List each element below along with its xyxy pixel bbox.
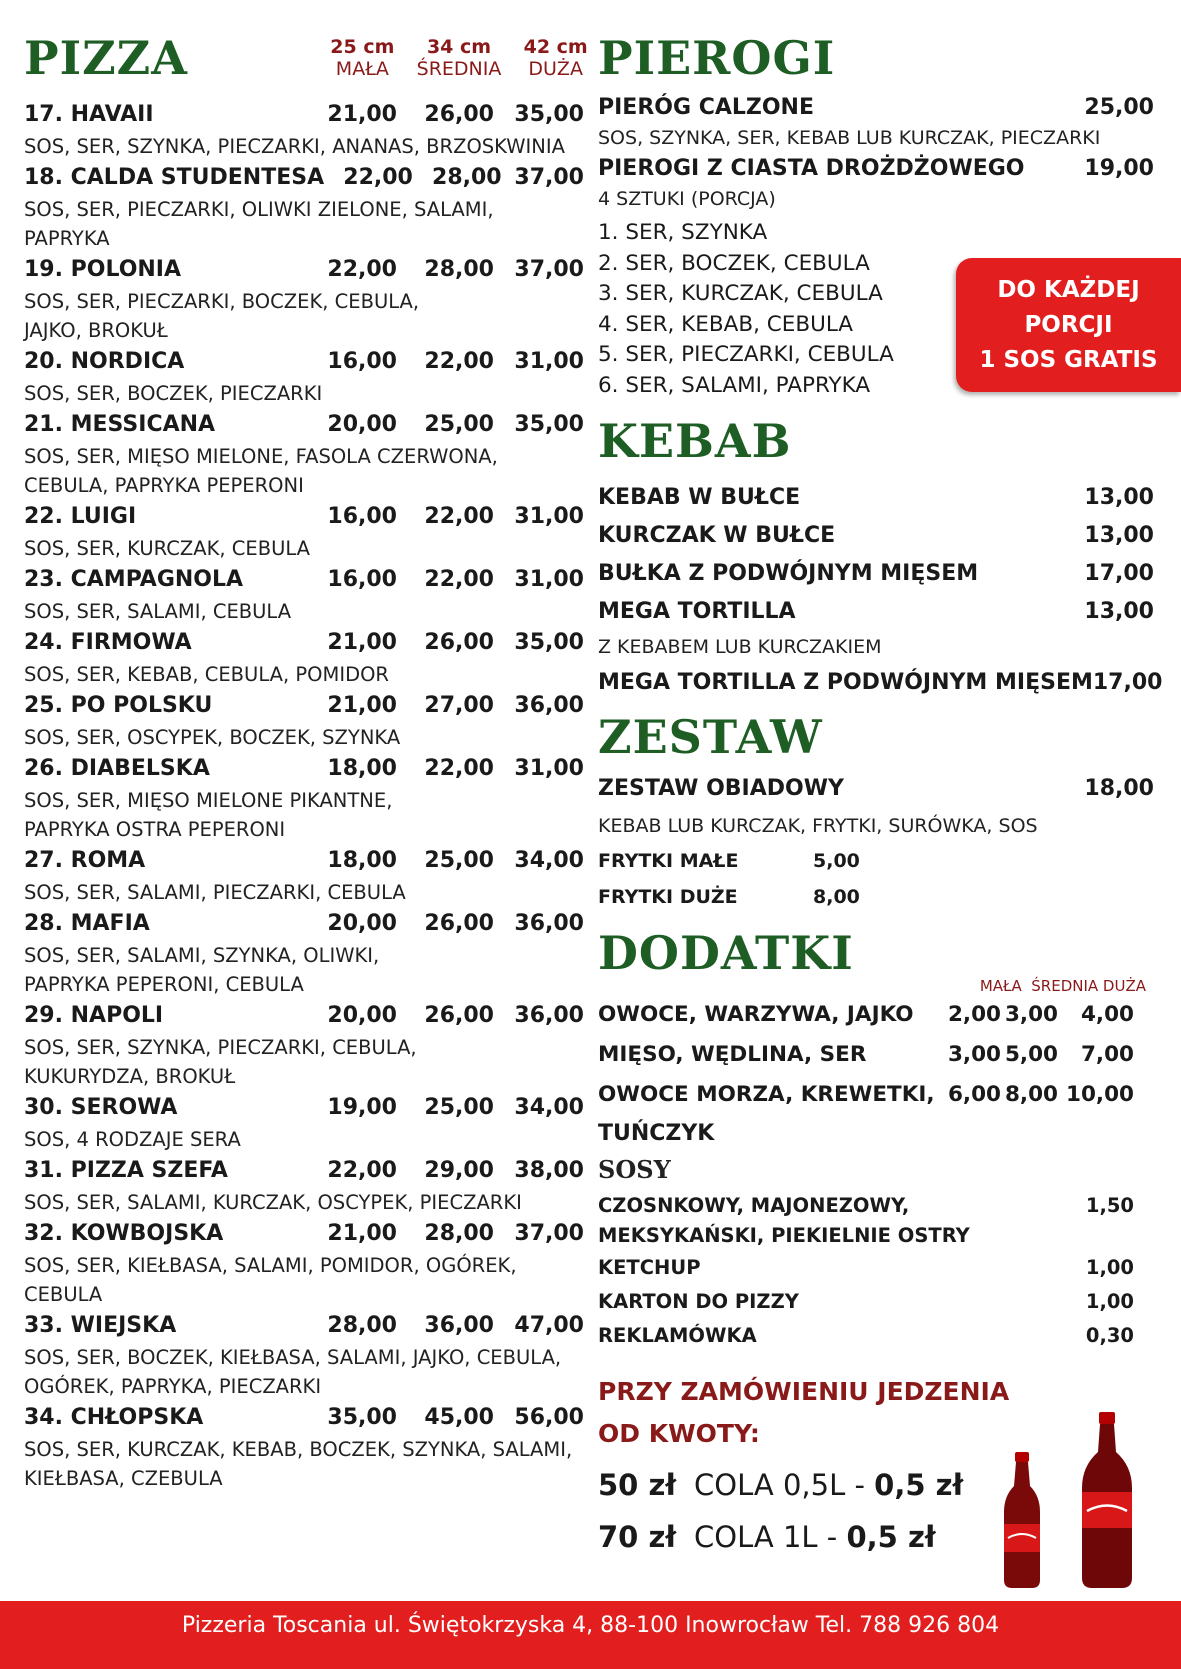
price-large: 37,00: [514, 1221, 584, 1246]
promo-text: COLA 0,5L -: [694, 1468, 875, 1502]
price-small: 20,00: [327, 911, 397, 936]
price-medium: 26,00: [424, 630, 494, 655]
pizza-ingredients: SOS, SER, KURCZAK, KEBAB, BOCZEK, SZYNKA, SALAMI,: [24, 1438, 573, 1461]
pizza-ingredients: SOS, SER, SZYNKA, PIECZARKI, CEBULA,: [24, 1036, 417, 1059]
pizza-ingredients: KIEŁBASA, CZEBULA: [24, 1467, 223, 1490]
pizza-ingredients: SOS, SER, SZYNKA, PIECZARKI, ANANAS, BRZOSKWINIA: [24, 135, 565, 158]
price-medium: 22,00: [424, 567, 494, 592]
price-medium: 5,00: [1004, 1042, 1058, 1067]
cola-bottle-small-icon: [1000, 1452, 1044, 1588]
price-small: 16,00: [327, 567, 397, 592]
filling-item: 1. SER, SZYNKA: [598, 220, 768, 245]
price-medium: 26,00: [424, 911, 494, 936]
price-large: 56,00: [514, 1405, 584, 1430]
pizza-ingredients: OGÓREK, PAPRYKA, PIECZARKI: [24, 1375, 322, 1398]
price-medium: 22,00: [424, 349, 494, 374]
size-small: 25 cm MAŁA: [330, 36, 395, 80]
price-large: 36,00: [514, 693, 584, 718]
promo-text: COLA 1L -: [694, 1520, 847, 1554]
promo-amount: 70 zł: [598, 1520, 677, 1554]
item-price: 1,50: [1085, 1194, 1134, 1217]
pizza-row: [24, 999, 584, 1033]
pizza-ingredients: SOS, SER, SALAMI, CEBULA: [24, 600, 292, 623]
price-small: 21,00: [327, 102, 397, 127]
pizza-name: 29. NAPOLI: [24, 1003, 164, 1028]
price-small: 22,00: [327, 1158, 397, 1183]
price-small: 28,00: [327, 1313, 397, 1338]
item-desc: SOS, SZYNKA, SER, KEBAB LUB KURCZAK, PIECZARKI: [598, 127, 1101, 149]
price-small: 20,00: [327, 412, 397, 437]
pizza-name: 30. SEROWA: [24, 1095, 178, 1120]
menu-item: [598, 517, 1154, 555]
price-large: 7,00: [1080, 1042, 1134, 1067]
filling-item: 5. SER, PIECZARKI, CEBULA: [598, 342, 894, 367]
menu-item: [598, 92, 1154, 124]
price-small: 21,00: [327, 693, 397, 718]
item-name: FRYTKI MAŁE: [598, 850, 739, 872]
price-large: 10,00: [1065, 1082, 1134, 1107]
promo-price: 0,5 zł: [874, 1468, 964, 1502]
pizza-row: [24, 1154, 584, 1188]
pizza-row: [24, 752, 584, 786]
promo-row: [598, 1511, 1154, 1563]
price-large: 38,00: [514, 1158, 584, 1183]
filling-item: 3. SER, KURCZAK, CEBULA: [598, 281, 883, 306]
price-small: 2,00: [947, 1002, 1001, 1027]
price-large: 31,00: [514, 567, 584, 592]
pizza-name: 33. WIEJSKA: [24, 1313, 177, 1338]
pizza-list: [24, 98, 584, 1493]
filling-item: 2. SER, BOCZEK, CEBULA: [598, 250, 870, 276]
price-large: 35,00: [514, 412, 584, 437]
pizza-row: [24, 1091, 584, 1125]
price-medium: 26,00: [424, 102, 494, 127]
pizza-row: [24, 98, 584, 132]
pizza-ingredients: SOS, SER, BOCZEK, KIEŁBASA, SALAMI, JAJKO, CEBULA,: [24, 1346, 562, 1369]
pizza-row: [24, 408, 584, 442]
pizza-ingredients: SOS, SER, KEBAB, CEBULA, POMIDOR: [24, 663, 389, 686]
item-price: 5,00: [813, 850, 860, 872]
pizza-row: [24, 689, 584, 723]
item-price: 1,00: [1085, 1290, 1134, 1313]
pizza-ingredients: PAPRYKA PEPERONI, CEBULA: [24, 973, 304, 996]
item-name: MEGA TORTILLA Z PODWÓJNYM MIĘSEM: [598, 670, 1093, 695]
pizza-name: 17. HAVAII: [24, 102, 154, 127]
pizza-ingredients: PAPRYKA: [24, 227, 110, 250]
pizza-ingredients: CEBULA, PAPRYKA PEPERONI: [24, 474, 304, 497]
item-name: MEGA TORTILLA: [598, 599, 796, 624]
price-small: 16,00: [327, 504, 397, 529]
menu-item: [598, 1191, 1154, 1221]
price-small: 22,00: [327, 257, 397, 282]
item-price: 18,00: [1084, 776, 1154, 801]
pizza-row: [24, 1217, 584, 1251]
price-large: 35,00: [514, 102, 584, 127]
pizza-name: 20. NORDICA: [24, 349, 185, 374]
item-name: KETCHUP: [598, 1256, 701, 1279]
price-medium: 28,00: [424, 1221, 494, 1246]
price-large: 34,00: [514, 1095, 584, 1120]
filling-item: 6. SER, SALAMI, PAPRYKA: [598, 372, 871, 398]
item-name: OWOCE MORZA, KREWETKI,: [598, 1082, 935, 1107]
promo-line-1: PRZY ZAMÓWIENIU JEDZENIA: [598, 1377, 1010, 1406]
menu-item: [598, 555, 1154, 593]
pizza-name: 32. KOWBOJSKA: [24, 1221, 224, 1246]
item-name: BUŁKA Z PODWÓJNYM MIĘSEM: [598, 561, 979, 586]
size-large: 42 cm DUŻA: [523, 36, 588, 80]
menu-item: [598, 152, 1154, 186]
price-medium: 28,00: [432, 165, 502, 190]
pizza-name: 24. FIRMOWA: [24, 630, 192, 655]
item-name: REKLAMÓWKA: [598, 1324, 757, 1347]
menu-item: [598, 879, 1154, 915]
item-name: MIĘSO, WĘDLINA, SER: [598, 1042, 867, 1067]
dodatki-title: DODATKI: [598, 926, 854, 980]
sosy-list: [598, 1251, 1154, 1353]
price-medium: 22,00: [424, 756, 494, 781]
item-desc: Z KEBABEM LUB KURCZAKIEM: [598, 636, 882, 658]
item-price: 17,00: [1092, 670, 1163, 695]
item-name: PIEROGI Z CIASTA DROŻDŻOWEGO: [598, 156, 1025, 181]
menu-item: [598, 1285, 1154, 1319]
pizza-ingredients: SOS, SER, MIĘSO MIELONE, FASOLA CZERWONA,: [24, 445, 498, 468]
price-small: 6,00: [947, 1082, 1001, 1107]
menu-item: [598, 1035, 1154, 1075]
pizza-row: [24, 1309, 584, 1343]
menu-item: [598, 663, 1163, 703]
item-price: 13,00: [1084, 599, 1154, 624]
price-medium: 8,00: [1004, 1082, 1058, 1107]
price-large: 47,00: [514, 1313, 584, 1338]
price-medium: 27,00: [424, 693, 494, 718]
pizza-ingredients: SOS, SER, KURCZAK, CEBULA: [24, 537, 310, 560]
dodatki-list: [598, 995, 1154, 1115]
pizza-ingredients: KUKURYDZA, BROKUŁ: [24, 1065, 236, 1088]
pizza-name: 19. POLONIA: [24, 257, 182, 282]
pizza-sizes-header: [314, 36, 604, 80]
pizza-name: 21. MESSICANA: [24, 412, 216, 437]
menu-item: [598, 479, 1154, 517]
pizza-name: 23. CAMPAGNOLA: [24, 567, 244, 592]
pizza-name: 22. LUIGI: [24, 504, 137, 529]
menu-item: [598, 1251, 1154, 1285]
pizza-ingredients: SOS, SER, SALAMI, PIECZARKI, CEBULA: [24, 881, 406, 904]
menu-item: [598, 769, 1154, 809]
menu-item: [598, 843, 1154, 879]
pizza-name: 31. PIZZA SZEFA: [24, 1158, 228, 1183]
pizza-row: [24, 161, 584, 195]
pizza-row: [24, 626, 584, 660]
pizza-ingredients: PAPRYKA OSTRA PEPERONI: [24, 818, 286, 841]
item-price: 17,00: [1084, 561, 1154, 586]
pizza-row: [24, 253, 584, 287]
item-desc: KEBAB LUB KURCZAK, FRYTKI, SURÓWKA, SOS: [598, 815, 1038, 837]
item-name: OWOCE, WARZYWA, JAJKO: [598, 1002, 914, 1027]
pizza-title: PIZZA: [24, 31, 188, 85]
pizza-name: 27. ROMA: [24, 848, 146, 873]
price-small: 35,00: [327, 1405, 397, 1430]
promo-line-2: OD KWOTY:: [598, 1419, 760, 1448]
price-large: 36,00: [514, 1003, 584, 1028]
item-name: ZESTAW OBIADOWY: [598, 776, 844, 801]
pizza-row: [24, 563, 584, 597]
pizza-section: [24, 30, 588, 1493]
menu-item: [598, 1075, 1154, 1115]
item-desc: 4 SZTUKI (PORCJA): [598, 188, 776, 210]
price-medium: 25,00: [424, 412, 494, 437]
price-small: 22,00: [343, 165, 413, 190]
price-medium: 36,00: [424, 1313, 494, 1338]
price-large: 37,00: [514, 257, 584, 282]
price-small: 18,00: [327, 848, 397, 873]
pizza-ingredients: CEBULA: [24, 1283, 103, 1306]
item-name: PIERÓG CALZONE: [598, 95, 814, 120]
size-medium: 34 cm ŚREDNIA: [416, 36, 502, 80]
price-small: 18,00: [327, 756, 397, 781]
price-medium: 45,00: [424, 1405, 494, 1430]
price-small: 20,00: [327, 1003, 397, 1028]
price-large: 36,00: [514, 911, 584, 936]
promo-section: [598, 1371, 1154, 1563]
item-price: 1,00: [1085, 1256, 1134, 1279]
price-small: 3,00: [947, 1042, 1001, 1067]
price-medium: 3,00: [1004, 1002, 1058, 1027]
pizza-name: 26. DIABELSKA: [24, 756, 210, 781]
pizza-ingredients: SOS, SER, BOCZEK, PIECZARKI: [24, 382, 323, 405]
item-name: FRYTKI DUŻE: [598, 886, 738, 908]
price-medium: 26,00: [424, 1003, 494, 1028]
pizza-name: 25. PO POLSKU: [24, 693, 213, 718]
item-price: 0,30: [1085, 1324, 1134, 1347]
price-large: 31,00: [514, 504, 584, 529]
pizza-ingredients: SOS, SER, OSCYPEK, BOCZEK, SZYNKA: [24, 726, 401, 749]
price-small: 16,00: [327, 349, 397, 374]
pizza-ingredients: SOS, SER, KIEŁBASA, SALAMI, POMIDOR, OGÓREK,: [24, 1254, 517, 1277]
filling-item: 4. SER, KEBAB, CEBULA: [598, 311, 854, 337]
pizza-ingredients: SOS, SER, SALAMI, SZYNKA, OLIWKI,: [24, 944, 380, 967]
pizza-row: [24, 907, 584, 941]
price-medium: 25,00: [424, 848, 494, 873]
price-medium: 29,00: [424, 1158, 494, 1183]
pizza-name: 34. CHŁOPSKA: [24, 1405, 204, 1430]
menu-item: [598, 1319, 1154, 1353]
pizza-ingredients: SOS, 4 RODZAJE SERA: [24, 1128, 241, 1151]
pizza-name: 28. MAFIA: [24, 911, 150, 936]
pierogi-title: PIEROGI: [598, 31, 836, 85]
pizza-name: 18. CALDA STUDENTESA: [24, 165, 325, 190]
item-name: CZOSNKOWY, MAJONEZOWY,: [598, 1194, 910, 1217]
item-name-cont: TUŃCZYK: [598, 1121, 715, 1146]
price-large: 4,00: [1080, 1002, 1134, 1027]
price-small: 21,00: [327, 1221, 397, 1246]
footer-address: Pizzeria Toscania ul. Świętokrzyska 4, 88-100 Inowrocław Tel. 788 926 804: [0, 1601, 1181, 1669]
pizza-ingredients: SOS, SER, MIĘSO MIELONE PIKANTNE,: [24, 789, 393, 812]
item-price: 25,00: [1084, 95, 1154, 120]
item-name: KURCZAK W BUŁCE: [598, 523, 836, 548]
pizza-ingredients: SOS, SER, PIECZARKI, BOCZEK, CEBULA,: [24, 290, 420, 313]
item-price: 8,00: [813, 886, 860, 908]
free-sauce-badge: DO KAŻDEJ PORCJI 1 SOS GRATIS: [956, 258, 1181, 392]
price-small: 21,00: [327, 630, 397, 655]
price-medium: 25,00: [424, 1095, 494, 1120]
item-price: 13,00: [1084, 485, 1154, 510]
pizza-row: [24, 1401, 584, 1435]
dodatki-size-header: MAŁA ŚREDNIA DUŻA: [979, 977, 1146, 995]
price-medium: 28,00: [424, 257, 494, 282]
menu-item: [598, 995, 1154, 1035]
sosy-title: SOSY: [598, 1155, 671, 1184]
promo-row: [598, 1459, 1154, 1511]
kebab-list: [598, 479, 1154, 631]
kebab-title: KEBAB: [598, 414, 792, 468]
pizza-row: [24, 500, 584, 534]
promo-amount: 50 zł: [598, 1468, 677, 1502]
pizza-ingredients: SOS, SER, SALAMI, KURCZAK, OSCYPEK, PIECZARKI: [24, 1191, 522, 1214]
item-price: 13,00: [1084, 523, 1154, 548]
price-large: 35,00: [514, 630, 584, 655]
cola-bottle-large-icon: [1078, 1412, 1136, 1588]
item-name: KARTON DO PIZZY: [598, 1290, 799, 1313]
price-large: 31,00: [514, 756, 584, 781]
pizza-row: [24, 345, 584, 379]
item-price: 19,00: [1084, 156, 1154, 181]
menu-item: [598, 593, 1154, 631]
price-large: 31,00: [514, 349, 584, 374]
item-name-cont: MEKSYKAŃSKI, PIEKIELNIE OSTRY: [598, 1224, 970, 1247]
pizza-row: [24, 844, 584, 878]
item-name: KEBAB W BUŁCE: [598, 485, 801, 510]
pizza-ingredients: SOS, SER, PIECZARKI, OLIWKI ZIELONE, SALAMI,: [24, 198, 494, 221]
zestaw-title: ZESTAW: [598, 710, 823, 764]
price-large: 37,00: [514, 165, 584, 190]
pizza-ingredients: JAJKO, BROKUŁ: [24, 319, 168, 342]
promo-price: 0,5 zł: [846, 1520, 936, 1554]
price-small: 19,00: [327, 1095, 397, 1120]
price-medium: 22,00: [424, 504, 494, 529]
price-large: 34,00: [514, 848, 584, 873]
